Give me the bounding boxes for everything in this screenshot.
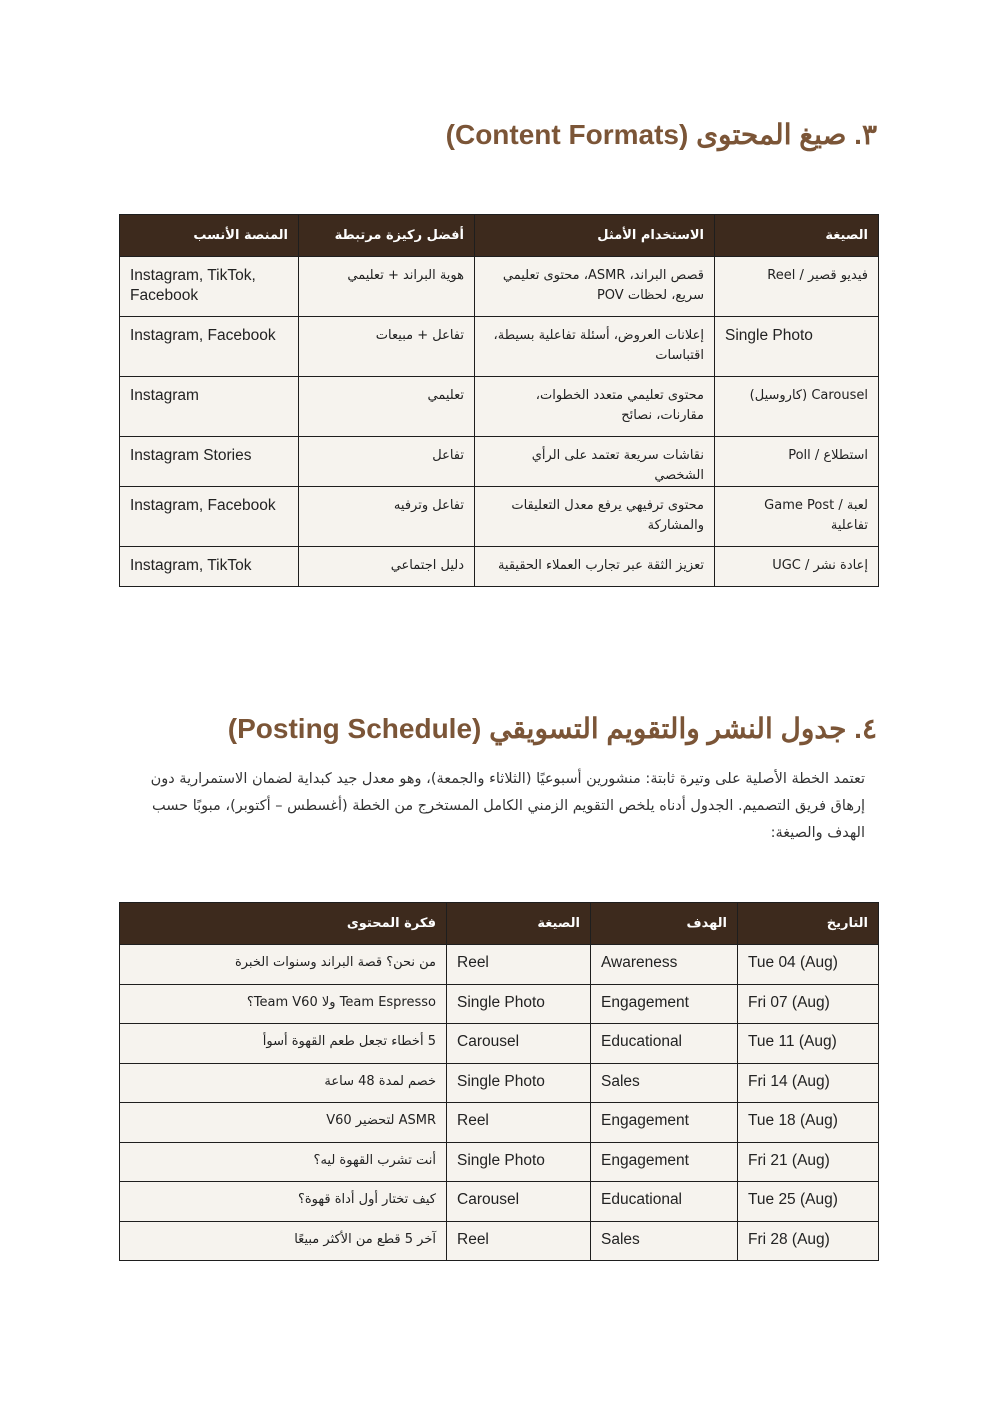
table-row [120,547,879,587]
cell-goal: Educational [591,1182,738,1222]
table-header-row [120,215,879,257]
cell-platform: Instagram Stories [120,437,299,487]
cell-date: Tue 18 (Aug) [738,1103,879,1143]
table-row [120,487,879,547]
cell-format: Single Photo [447,984,591,1024]
section-4-heading: ٤. جدول النشر والتقويم التسويقي (Posting Schedule) [227,713,877,744]
cell-platform: Instagram, TikTok, Facebook [120,257,299,317]
table-row [120,1221,879,1261]
section-3-heading: ٣. صيغ المحتوى (Content Formats) [445,119,877,150]
table-row [120,317,879,377]
cell-format: Single Photo [715,317,879,377]
cell-idea: كيف تختار أول أداة قهوة؟ [120,1182,447,1222]
table-header-row [120,903,879,945]
cell-platform: Instagram, Facebook [120,317,299,377]
cell-format: Carousel [447,1024,591,1064]
cell-date: Fri 07 (Aug) [738,984,879,1024]
cell-idea: خصم لمدة 48 ساعة [120,1063,447,1103]
cell-idea: Team Espresso ولا Team V60؟ [120,984,447,1024]
table-row [120,257,879,317]
cell-pillar: تعليمي [299,377,475,437]
cell-format: Single Photo [447,1063,591,1103]
table-row [120,984,879,1024]
cell-platform: Instagram, TikTok [120,547,299,587]
cell-pillar: تفاعل [299,437,475,487]
posting-schedule-table [119,902,879,1261]
cell-idea: آخر 5 قطع من الأكثر مبيعًا [120,1221,447,1261]
table-row [120,1142,879,1182]
header-format: الصيغة [715,215,879,257]
cell-idea: أنت تشرب القهوة ليه؟ [120,1142,447,1182]
cell-goal: Awareness [591,945,738,985]
header-platform: المنصة الأنسب [120,215,299,257]
header-date: التاريخ [738,903,879,945]
cell-format: Carousel (كاروسيل) [715,377,879,437]
cell-goal: Sales [591,1221,738,1261]
cell-format: Carousel [447,1182,591,1222]
header-pillar: أفضل ركيزة مرتبطة [299,215,475,257]
cell-goal: Educational [591,1024,738,1064]
cell-format: إعادة نشر / UGC [715,547,879,587]
table-row [120,437,879,487]
header-idea: فكرة المحتوى [120,903,447,945]
cell-format: Reel [447,1221,591,1261]
header-format: الصيغة [447,903,591,945]
cell-use: قصص البراند، ASMR، محتوى تعليمي سريع، لحظات POV [475,257,715,317]
cell-date: Tue 04 (Aug) [738,945,879,985]
cell-pillar: هوية البراند + تعليمي [299,257,475,317]
cell-date: Tue 11 (Aug) [738,1024,879,1064]
cell-pillar: دليل اجتماعي [299,547,475,587]
cell-date: Fri 14 (Aug) [738,1063,879,1103]
cell-date: Fri 28 (Aug) [738,1221,879,1261]
cell-goal: Engagement [591,1103,738,1143]
table-row [120,377,879,437]
cell-idea: 5 أخطاء تجعل طعم القهوة أسوأ [120,1024,447,1064]
cell-use: محتوى تعليمي متعدد الخطوات، مقارنات، نصائح [475,377,715,437]
cell-idea: من نحن؟ قصة البراند وسنوات الخبرة [120,945,447,985]
section-4-intro: تعتمد الخطة الأصلية على وتيرة ثابتة: منشورين أسبوعيًا (الثلاثاء والجمعة)، وهو معدل جيد كبداية لضمان الاستمرارية دون إرهاق فريق التصميم. الجدول أدناه يلخص التقويم الزمني الكامل المستخرج من الخطة (أغسطس – أكتوبر)، مبوبًا حسب الهدف والصيغة: [150,771,865,841]
table-row [120,1063,879,1103]
cell-format: Reel [447,945,591,985]
cell-platform: Instagram, Facebook [120,487,299,547]
cell-format: Single Photo [447,1142,591,1182]
content-formats-table [119,214,879,587]
cell-goal: Engagement [591,1142,738,1182]
table-row [120,1024,879,1064]
header-use: الاستخدام الأمثل [475,215,715,257]
table-row [120,1103,879,1143]
table-row [120,945,879,985]
cell-use: إعلانات العروض، أسئلة تفاعلية بسيطة، اقتباسات [475,317,715,377]
cell-use: محتوى ترفيهي يرفع معدل التعليقات والمشاركة [475,487,715,547]
cell-pillar: تفاعل + مبيعات [299,317,475,377]
table-row [120,1182,879,1222]
cell-goal: Sales [591,1063,738,1103]
cell-format: استطلاع / Poll [715,437,879,487]
cell-date: Fri 21 (Aug) [738,1142,879,1182]
cell-format: فيديو قصير / Reel [715,257,879,317]
cell-pillar: تفاعل وترفيه [299,487,475,547]
header-goal: الهدف [591,903,738,945]
cell-date: Tue 25 (Aug) [738,1182,879,1222]
cell-format: Reel [447,1103,591,1143]
cell-idea: ASMR لتحضير V60 [120,1103,447,1143]
cell-use: تعزيز الثقة عبر تجارب العملاء الحقيقية [475,547,715,587]
cell-goal: Engagement [591,984,738,1024]
cell-format: لعبة / Game Post تفاعلية [715,487,879,547]
cell-platform: Instagram [120,377,299,437]
cell-use: نقاشات سريعة تعتمد على الرأي الشخصي [475,437,715,487]
